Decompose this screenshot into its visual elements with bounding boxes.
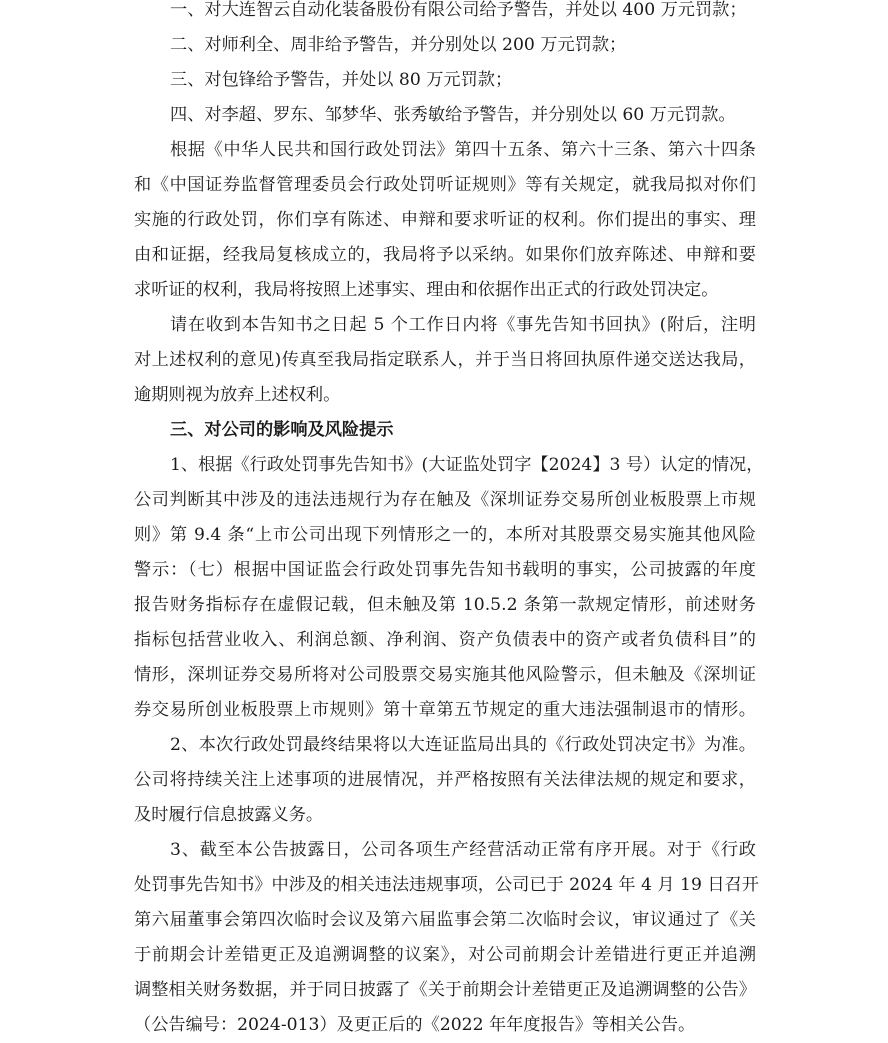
paragraph-line: 指标包括营业收入、利润总额、净利润、资产负债表中的资产或者负债科目”的	[134, 630, 756, 650]
paragraph-line: 券交易所创业板股票上市规则》第十章第五节规定的重大违法强制退市的情形。	[134, 700, 756, 720]
paragraph-line: 第六届董事会第四次临时会议及第六届监事会第二次临时会议，审议通过了《关	[134, 910, 756, 930]
paragraph-line: 公司将持续关注上述事项的进展情况，并严格按照有关法律法规的规定和要求，	[134, 770, 756, 790]
impact-item-3	[134, 833, 759, 1043]
paragraph-line: 逾期则视为放弃上述权利。	[134, 385, 341, 405]
paragraph-line: 报告财务指标存在虚假记载，但未触及第 10.5.2 条第一款规定情形，前述财务	[134, 595, 756, 615]
penalty-list	[134, 0, 756, 133]
paragraph-line: 情形，深圳证券交易所将对公司股票交易实施其他风险警示，但未触及《深圳证	[134, 665, 756, 685]
paragraph-line: 3、截至本公告披露日，公司各项生产经营活动正常有序开展。对于《行政	[170, 840, 756, 860]
paragraph-line: 求听证的权利，我局将按照上述事实、理由和依据作出正式的行政处罚决定。	[134, 280, 719, 300]
paragraph-line: 实施的行政处罚，你们享有陈述、申辩和要求听证的权利。你们提出的事实、理	[134, 210, 756, 230]
paragraph-line: 和《中国证券监督管理委员会行政处罚听证规则》等有关规定，就我局拟对你们	[134, 175, 756, 195]
paragraph-line: 根据《中华人民共和国行政处罚法》第四十五条、第六十三条、第六十四条	[170, 140, 756, 160]
receipt-paragraph	[134, 308, 756, 413]
impact-item-2	[134, 728, 756, 833]
paragraph-line: 警示：（七）根据中国证监会行政处罚事先告知书载明的事实，公司披露的年度	[134, 560, 756, 580]
paragraph-line: 则》第 9.4 条“上市公司出现下列情形之一的，本所对其股票交易实施其他风险	[134, 525, 756, 545]
document-page	[134, 0, 764, 1043]
paragraph-line: 由和证据，经我局复核成立的，我局将予以采纳。如果你们放弃陈述、申辩和要	[134, 245, 756, 265]
paragraph-line: 处罚事先告知书》中涉及的相关违法违规事项，公司已于 2024 年 4 月 19 日召开	[134, 875, 759, 895]
rights-paragraph	[134, 133, 756, 308]
paragraph-line: （公告编号：2024-013）及更正后的《2022 年年度报告》等相关公告。	[134, 1015, 696, 1035]
paragraph-line: 请在收到本告知书之日起 5 个工作日内将《事先告知书回执》(附后，注明	[170, 315, 756, 335]
penalty-item-shi-zhou: 二、对师利全、周非给予警告，并分别处以 200 万元罚款；	[170, 35, 627, 55]
paragraph-line: 调整相关财务数据，并于同日披露了《关于前期会计差错更正及追溯调整的公告》	[134, 980, 756, 1000]
paragraph-line: 1、根据《行政处罚事先告知书》(大证监处罚字【2024】3 号）认定的情况，	[170, 455, 764, 475]
penalty-item-company: 一、对大连智云自动化装备股份有限公司给予警告，并处以 400 万元罚款；	[170, 0, 747, 20]
paragraph-line: 及时履行信息披露义务。	[134, 805, 324, 825]
paragraph-line: 于前期会计差错更正及追溯调整的议案》，对公司前期会计差错进行更正并追溯	[134, 945, 756, 965]
penalty-item-others: 四、对李超、罗东、邹梦华、张秀敏给予警告，并分别处以 60 万元罚款。	[170, 105, 736, 125]
paragraph-line: 2、本次行政处罚最终结果将以大连证监局出具的《行政处罚决定书》为准。	[170, 735, 756, 755]
paragraph-line: 对上述权利的意见)传真至我局指定联系人，并于当日将回执原件递交送达我局，	[134, 350, 756, 370]
paragraph-line: 公司判断其中涉及的违法违规行为存在触及《深圳证券交易所创业板股票上市规	[134, 490, 756, 510]
impact-item-1	[134, 448, 764, 728]
penalty-item-bao: 三、对包锋给予警告，并处以 80 万元罚款；	[170, 70, 513, 90]
section-heading: 三、对公司的影响及风险提示	[170, 420, 394, 440]
